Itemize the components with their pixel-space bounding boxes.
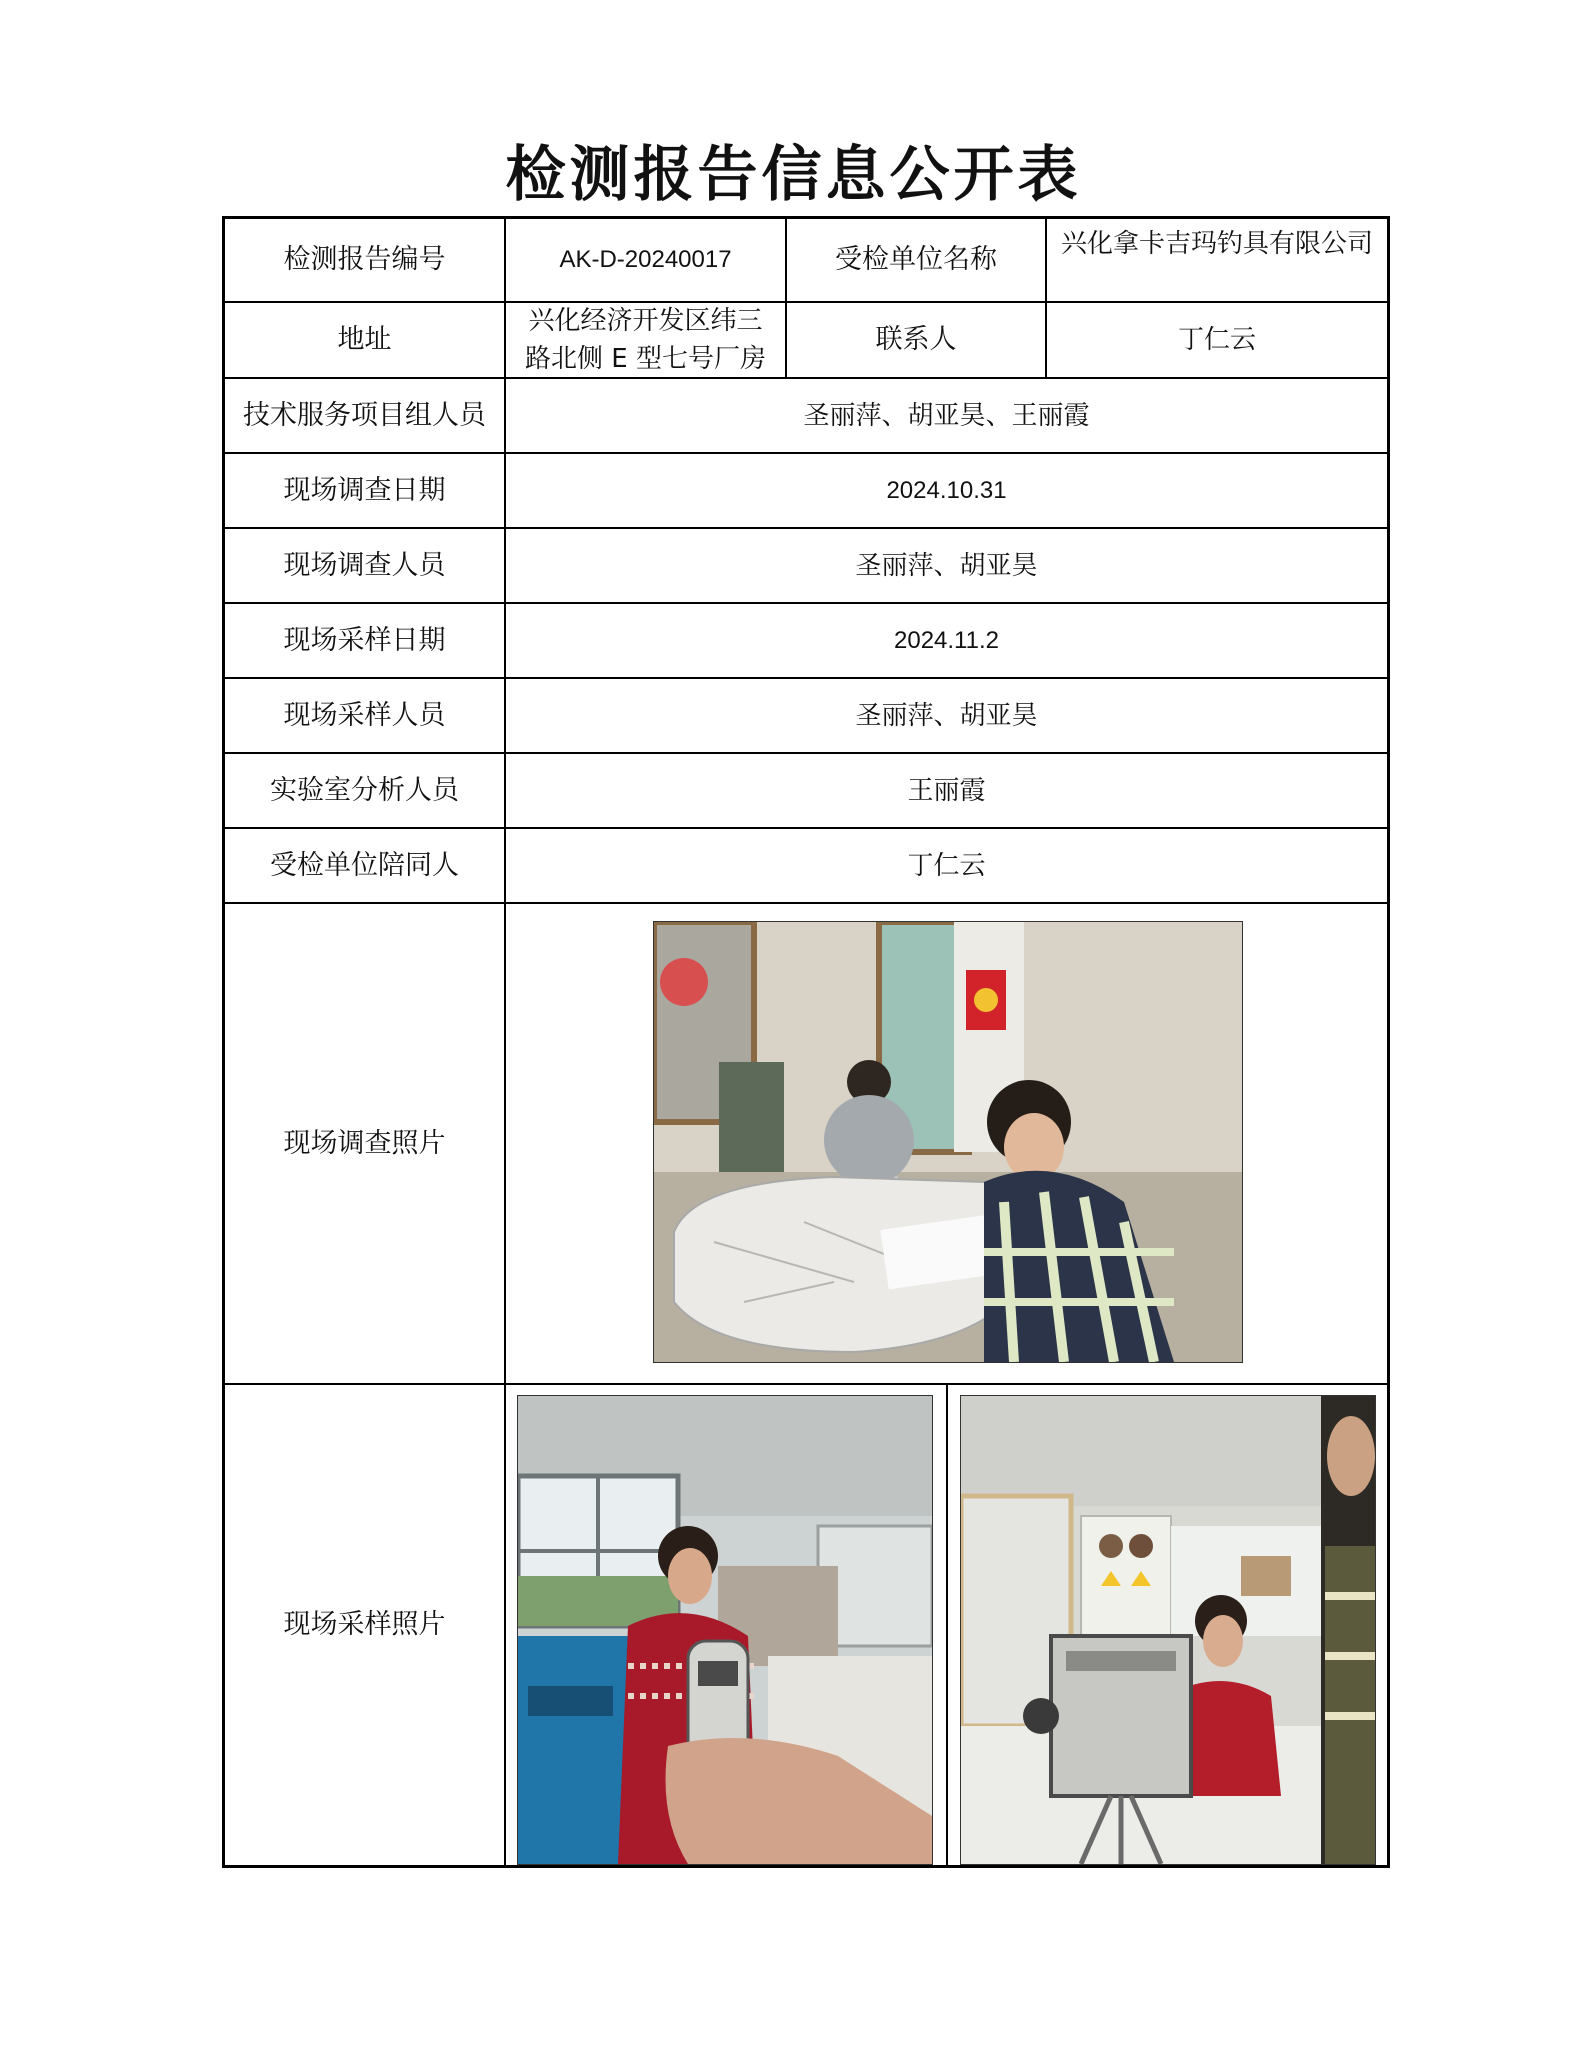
sampling-date-label: 现场采样日期 — [283, 624, 446, 656]
team-value: 圣丽萍、胡亚昊、王丽霞 — [803, 400, 1090, 431]
lab-staff-label: 实验室分析人员 — [270, 774, 459, 806]
sampling-photo-1 — [517, 1395, 933, 1865]
survey-photo-label: 现场调查照片 — [283, 1127, 446, 1159]
address-value: 兴化经济开发区纬三路北侧 E 型七号厂房 — [525, 306, 766, 374]
sampling-photo-2 — [960, 1395, 1376, 1865]
sampling-staff-value: 圣丽萍、胡亚昊 — [855, 700, 1038, 731]
column-divider — [946, 1383, 948, 1865]
address-label: 地址 — [337, 324, 392, 355]
unit-name-value: 兴化拿卡吉玛钓具有限公司 — [1060, 229, 1373, 259]
sampling-photo-label: 现场采样照片 — [283, 1609, 446, 1640]
survey-staff-label: 现场调查人员 — [283, 549, 446, 581]
team-label: 技术服务项目组人员 — [243, 399, 486, 431]
sampling-date-value: 2024.11.2 — [894, 626, 999, 654]
contact-label: 联系人 — [875, 324, 957, 355]
report-no-label: 检测报告编号 — [283, 244, 446, 275]
lab-staff-value: 王丽霞 — [907, 775, 986, 806]
survey-date-value: 2024.10.31 — [886, 476, 1007, 504]
page-title: 检测报告信息公开表 — [505, 140, 1082, 210]
survey-date-label: 现场调查日期 — [283, 474, 446, 506]
survey-staff-value: 圣丽萍、胡亚昊 — [855, 550, 1038, 581]
report-no-value: AK-D-20240017 — [559, 246, 732, 273]
survey-photo — [653, 921, 1243, 1363]
unit-name-label: 受检单位名称 — [835, 244, 997, 275]
sampling-staff-label: 现场采样人员 — [283, 699, 446, 731]
accompany-label: 受检单位陪同人 — [270, 849, 459, 881]
contact-value: 丁仁云 — [1177, 325, 1256, 355]
accompany-value: 丁仁云 — [907, 850, 986, 881]
info-table — [222, 216, 1390, 1868]
